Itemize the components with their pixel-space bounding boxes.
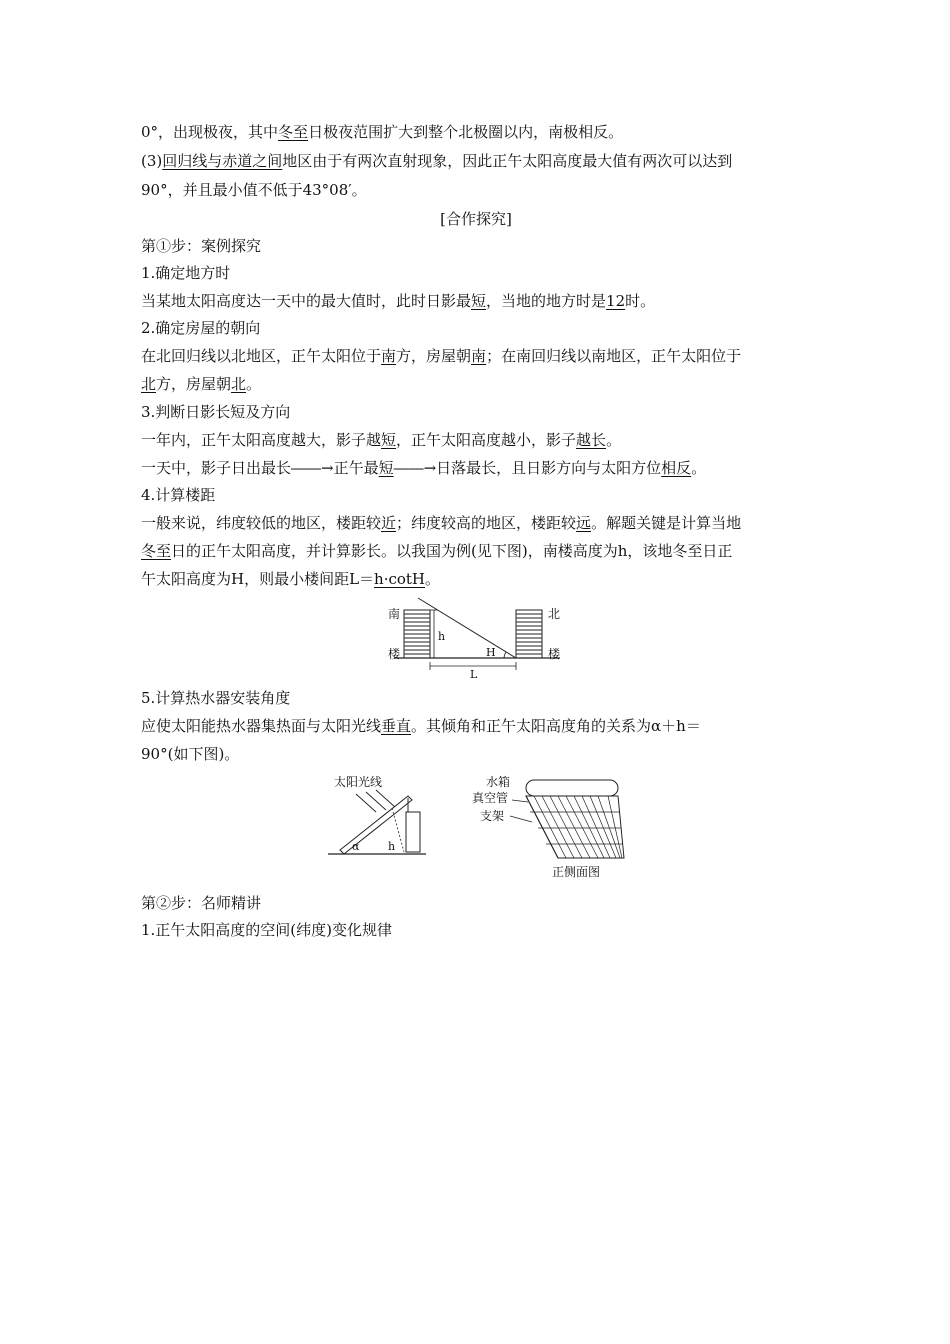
subheading: 1.确定地方时: [141, 264, 231, 282]
angle-label: H: [486, 646, 496, 659]
water-tank: [526, 780, 618, 796]
text-line: (3)回归线与赤道之间地区由于有两次直射现象，因此正午太阳高度最大值有两次可以达到: [141, 152, 733, 170]
section-heading: [合作探究]: [440, 210, 512, 228]
text-line: 一年内，正午太阳高度越大，影子越短，正午太阳高度越小，影子越长。: [141, 431, 622, 449]
north-label: 北: [548, 607, 561, 621]
south-building: [404, 610, 430, 658]
text-line: 当某地太阳高度达一天中的最大值时，此时日影最短，当地的地方时是12时。: [141, 292, 656, 310]
sunlight-label: 太阳光线: [334, 775, 383, 789]
solar-heater-side-view: [470, 772, 626, 882]
subheading: 3.判断日影长短及方向: [141, 403, 291, 421]
tube-label: 真空管: [472, 791, 509, 805]
alpha-label: α: [352, 840, 360, 853]
building-label: 楼: [548, 647, 561, 661]
text-line: 应使太阳能热水器集热面与太阳光线垂直。其倾角和正午太阳高度角的关系为α＋h＝: [141, 717, 701, 735]
south-label: 南: [388, 607, 401, 621]
text-line: 北方，房屋朝北。: [141, 375, 262, 393]
text-line: 午太阳高度为H，则最小楼间距L＝h·cotH。: [141, 570, 441, 588]
text-line: 在北回归线以北地区，正午太阳位于南方，房屋朝南；在南回归线以南地区，正午太阳位于: [141, 347, 742, 365]
building-label: 楼: [388, 647, 401, 661]
solar-heater-angle-diagram: [326, 772, 438, 862]
stand-label: 支架: [480, 809, 505, 823]
distance-label: L: [470, 668, 478, 681]
step-heading: 第①步：案例探究: [141, 237, 262, 255]
text-line: 冬至日的正午太阳高度，并计算影长。以我国为例(见下图)，南楼高度为h，该地冬至日正: [141, 542, 733, 560]
north-building: [516, 610, 542, 658]
text-line: 90°(如下图)。: [141, 745, 240, 763]
angle-arc: [504, 652, 506, 658]
step-heading: 第②步：名师精讲: [141, 894, 262, 912]
subheading: 1.正午太阳高度的空间(纬度)变化规律: [141, 921, 393, 939]
subheading: 4.计算楼距: [141, 486, 216, 504]
text-line: 0°，出现极夜，其中冬至日极夜范围扩大到整个北极圈以内，南极相反。: [141, 123, 624, 141]
collector-panel: [340, 796, 412, 854]
figure-caption: 正侧面图: [552, 865, 601, 879]
tank-support: [406, 812, 420, 852]
sun-ray-line: [418, 598, 516, 658]
text-line: 90°，并且最小值不低于43°08′。: [141, 181, 367, 199]
subheading: 2.确定房屋的朝向: [141, 319, 261, 337]
height-label: h: [438, 630, 446, 643]
text-line: 一般来说，纬度较低的地区，楼距较近；纬度较高的地区，楼距较远。解题关键是计算当地: [141, 514, 742, 532]
h-label: h: [388, 840, 396, 853]
text-line: 一天中，影子日出最长――→正午最短――→日落最长，且日影方向与太阳方位相反。: [141, 459, 707, 477]
tank-label: 水箱: [486, 775, 511, 789]
building-spacing-diagram: [384, 596, 570, 682]
subheading: 5.计算热水器安装角度: [141, 689, 291, 707]
